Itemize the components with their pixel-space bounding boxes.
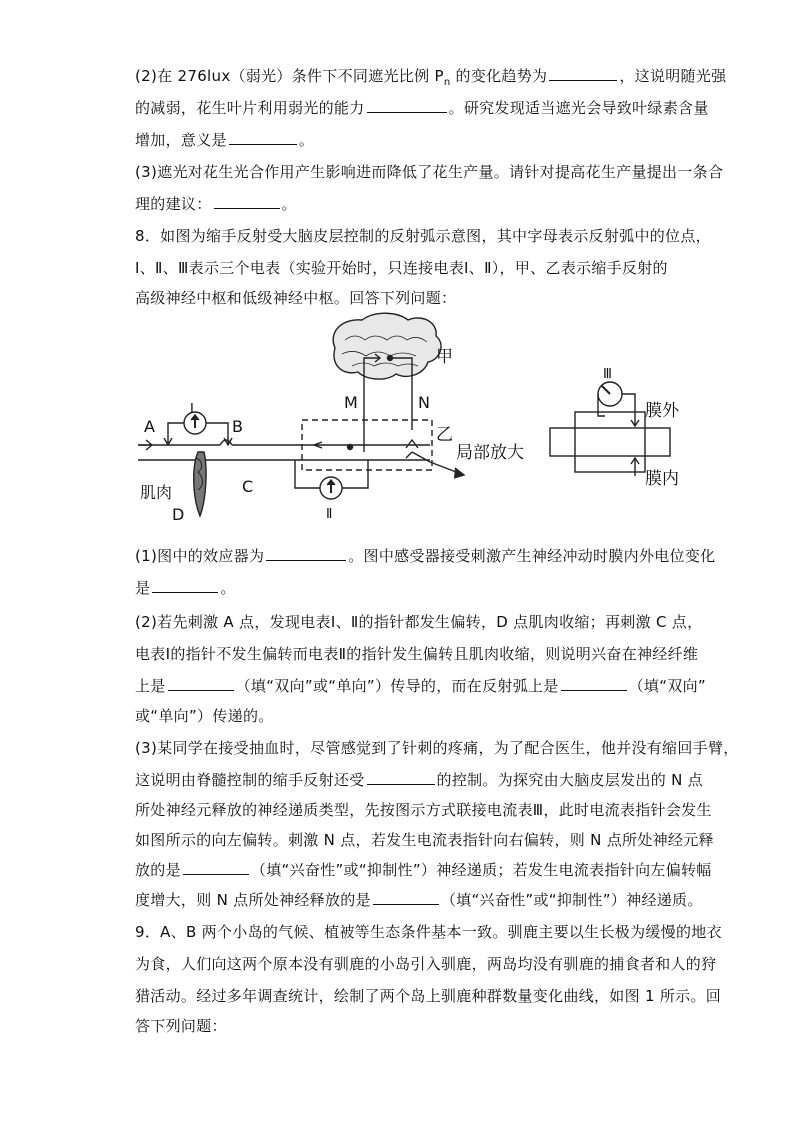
meter-2-label: Ⅱ — [326, 507, 333, 522]
text: 的控制。为探究由大脑皮层发出的 N 点 — [436, 771, 703, 789]
text: 是 — [135, 579, 151, 597]
brain-icon — [333, 313, 441, 379]
text: 这说明由脊髓控制的缩手反射还受 — [135, 771, 365, 789]
q7-part2-line2 — [135, 98, 709, 118]
text: 的变化趋势为 — [450, 67, 548, 85]
q8-p3-line2 — [135, 770, 703, 790]
q8-p3-line6 — [135, 890, 703, 910]
q7-part3-line1: (3)遮光对花生光合作用产生影响进而降低了花生产量。请针对提高花生产量提出一条合 — [135, 163, 724, 181]
text: （填“兴奋性”或“抑制性”）神经递质；若发生电流表指针向左偏转幅 — [250, 861, 712, 879]
q8-p2-line4: 或“单向”）传递的。 — [135, 707, 274, 725]
text: 。 — [281, 195, 297, 213]
answer-blank[interactable] — [561, 676, 627, 691]
q8-p3-line1: (3)某同学在接受抽血时，尽管感觉到了针刺的疼痛，为了配合医生，他并没有缩回手臂， — [135, 739, 739, 757]
answer-blank[interactable] — [152, 578, 218, 593]
text: （填“双向” — [628, 677, 706, 695]
label-yi: 乙 — [436, 425, 453, 445]
text: ，这说明随光强 — [619, 67, 727, 85]
text: 。 — [298, 131, 315, 149]
label-outer: 膜外 — [645, 401, 679, 421]
muscle-icon — [194, 452, 206, 516]
text: 度增大，则 N 点所处神经释放的是 — [135, 891, 371, 909]
q7-part2-line1 — [135, 66, 726, 93]
subscript: n — [443, 77, 451, 88]
text: 。 — [220, 579, 236, 597]
q8-p3-line5 — [135, 860, 712, 880]
q7-part3-line2 — [135, 194, 297, 214]
text: （填“双向”或“单向”）传导的，而在反射弧上是 — [235, 677, 559, 695]
label-m: M — [344, 393, 358, 412]
label-d: D — [172, 505, 185, 524]
answer-blank[interactable] — [168, 676, 234, 691]
text: 。图中感受器接受刺激产生神经冲动时膜内外电位变化 — [348, 547, 716, 565]
q8-stem-line3: 高级神经中枢和低级神经中枢。回答下列问题： — [135, 289, 457, 307]
answer-blank[interactable] — [367, 770, 435, 785]
q9-line3: 猎活动。经过多年调查统计，绘制了两个岛上驯鹿种群数量变化曲线，如图 1 所示。回 — [135, 987, 722, 1005]
label-a: A — [144, 417, 155, 436]
q8-p2-line2: 电表Ⅰ的指针不发生偏转而电表Ⅱ的指针发生偏转且肌肉收缩，则说明兴奋在神经纤维 — [135, 645, 699, 663]
label-inner: 膜内 — [645, 469, 679, 489]
text: (1)图中的效应器为 — [135, 547, 265, 565]
reflex-arc-diagram — [130, 310, 700, 530]
q9-line2: 为食，人们向这两个原本没有驯鹿的小岛引入驯鹿，两岛均没有驯鹿的捕食者和人的狩 — [135, 955, 717, 973]
q8-p3-line4: 如图所示的向左偏转。刺激 N 点，若发生电流表指针向右偏转，则 N 点所处神经元释 — [135, 831, 714, 849]
q8-p2-line3 — [135, 676, 706, 696]
q8-p1-line1 — [135, 546, 715, 566]
q8-p1-line2 — [135, 578, 236, 598]
text: 上是 — [135, 677, 166, 695]
answer-blank[interactable] — [549, 66, 617, 81]
text: (2)在 276lux（弱光）条件下不同遮光比例 P — [135, 67, 444, 85]
label-jia: 甲 — [436, 347, 453, 367]
label-zoom: 局部放大 — [456, 443, 524, 463]
answer-blank[interactable] — [266, 546, 346, 561]
label-c: C — [242, 477, 254, 496]
q8-stem-line1: 8．如图为缩手反射受大脑皮层控制的反射弧示意图，其中字母表示反射弧中的位点， — [135, 227, 711, 245]
answer-blank[interactable] — [373, 890, 439, 905]
label-n: N — [418, 393, 430, 412]
answer-blank[interactable] — [214, 194, 280, 209]
answer-blank[interactable] — [183, 860, 249, 875]
answer-blank[interactable] — [229, 130, 297, 145]
meter-3-label: Ⅲ — [603, 367, 612, 382]
meter-1-label: Ⅰ — [190, 402, 194, 417]
reflex-arc-figure — [130, 310, 700, 530]
q9-line4: 答下列问题： — [135, 1017, 227, 1035]
text: （填“兴奋性”或“抑制性”）神经递质。 — [440, 891, 703, 909]
q8-stem-line2: Ⅰ、Ⅱ、Ⅲ表示三个电表（实验开始时，只连接电表Ⅰ、Ⅱ），甲、乙表示缩手反射的 — [135, 259, 668, 277]
text: 。研究发现适当遮光会导致叶绿素含量 — [448, 99, 709, 117]
q9-line1: 9．A、B 两个小岛的气候、植被等生态条件基本一致。驯鹿主要以生长极为缓慢的地衣 — [135, 923, 722, 941]
label-b: B — [232, 417, 243, 436]
label-muscle: 肌肉 — [140, 483, 173, 502]
q8-p3-line3: 所处神经元释放的神经递质类型，先按图示方式联接电流表Ⅲ，此时电流表指针会发生 — [135, 801, 712, 819]
text: 的减弱，花生叶片利用弱光的能力 — [135, 99, 365, 117]
text: 增加，意义是 — [135, 131, 227, 149]
text: 放的是 — [135, 861, 181, 879]
q7-part2-line3 — [135, 130, 314, 150]
answer-blank[interactable] — [367, 98, 447, 113]
text: 理的建议： — [135, 195, 212, 213]
q8-p2-line1: (2)若先刺激 A 点，发现电表Ⅰ、Ⅱ的指针都发生偏转，D 点肌肉收缩；再刺激 C 点， — [135, 613, 703, 631]
